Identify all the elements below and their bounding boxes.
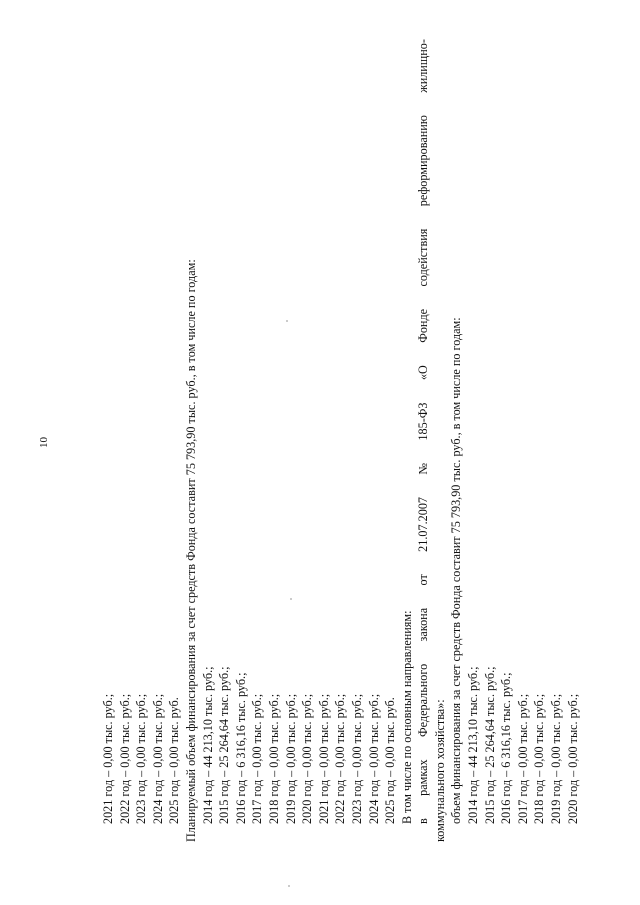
years-list-1 [100, 42, 183, 842]
year-line: 2023 год – 0,00 тыс. руб.; [134, 693, 149, 824]
scan-speck [288, 885, 290, 887]
year-line: 2017 год – 0,00 тыс. руб.; [250, 693, 265, 824]
year-line: 2016 год – 6 316,16 тыс. руб.; [233, 672, 248, 824]
law-reference-line [415, 39, 432, 842]
rotated-text-block [100, 39, 581, 842]
year-line: 2024 год – 0,00 тыс. руб.; [150, 693, 165, 824]
years-list-3 [465, 42, 581, 842]
law-word: 185-ФЗ [416, 402, 431, 441]
year-line: 2017 год – 0,00 тыс. руб.; [515, 693, 530, 824]
year-line: 2020 год – 0,00 тыс. руб.; [565, 693, 580, 824]
year-line: 2015 год – 25 264,64 тыс. руб.; [217, 666, 232, 824]
year-line: 2014 год – 44 213,10 тыс. руб.; [466, 666, 481, 824]
law-word: Фонде [416, 308, 431, 343]
law-word: 21.07.2007 [416, 496, 431, 552]
directions-heading: В том числе по основным направлениям: [399, 610, 414, 824]
year-line: 2025 год – 0,00 тыс. руб. [383, 697, 398, 824]
fund-volume-heading: объем финансирования за счет средств Фонда составит 75 793,90 тыс. руб., в том числе по годам: [449, 317, 464, 824]
year-line: 2019 год – 0,00 тыс. руб.; [283, 693, 298, 824]
scan-speck [286, 320, 288, 322]
year-line: 2019 год – 0,00 тыс. руб.; [549, 693, 564, 824]
law-word: содействия [416, 228, 431, 287]
year-line: 2021 год – 0,00 тыс. руб.; [101, 693, 115, 824]
year-line: 2022 год – 0,00 тыс. руб.; [333, 693, 348, 824]
law-word: № [416, 462, 431, 475]
year-line: 2021 год – 0,00 тыс. руб.; [316, 693, 331, 824]
year-line: 2014 год – 44 213,10 тыс. руб.; [200, 666, 215, 824]
year-line: 2020 год – 0,00 тыс. руб.; [300, 693, 315, 824]
year-line: 2024 год – 0,00 тыс. руб.; [366, 693, 381, 824]
year-line: 2022 год – 0,00 тыс. руб.; [117, 693, 132, 824]
year-line: 2016 год – 6 316,16 тыс. руб.; [499, 672, 514, 824]
law-word: рамках [416, 759, 431, 796]
year-line: 2015 год – 25 264,64 тыс. руб.; [482, 666, 497, 824]
page-number: 10 [38, 437, 50, 448]
year-line: 2018 год – 0,00 тыс. руб.; [532, 693, 547, 824]
year-line: 2025 год – 0,00 тыс. руб. [167, 697, 182, 824]
law-word: закона [416, 607, 431, 642]
law-continuation: коммунального хозяйства»: [432, 699, 447, 842]
plan-heading: Планируемый объем финансирования за счет средств Фонда составит 75 793,90 тыс. руб., в том числе по годам: [183, 259, 198, 842]
law-word: реформированию [416, 115, 431, 207]
law-word: от [416, 574, 431, 586]
law-word: Федерального [416, 663, 431, 737]
scan-speck [290, 598, 292, 600]
year-line: 2018 год – 0,00 тыс. руб.; [266, 693, 281, 824]
law-word: жилищно- [416, 39, 431, 93]
law-word: «О [416, 365, 431, 381]
year-line: 2023 год – 0,00 тыс. руб.; [349, 693, 364, 824]
law-word: в [416, 818, 431, 824]
years-list-2 [200, 42, 399, 842]
